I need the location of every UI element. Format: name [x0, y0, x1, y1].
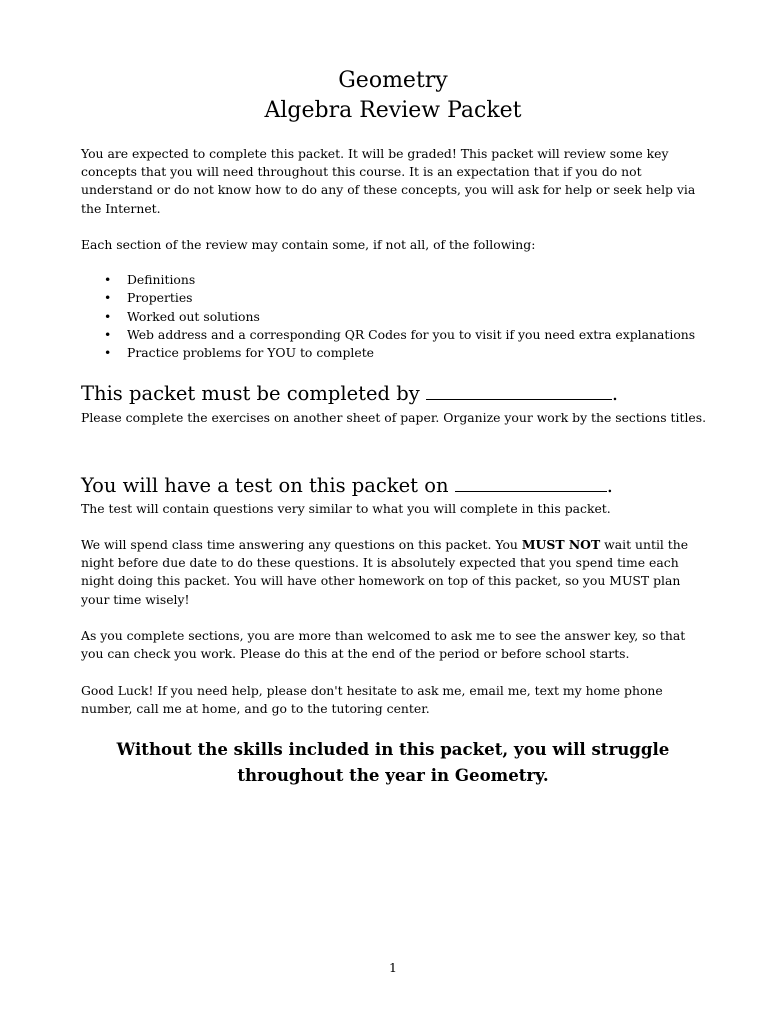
test-note-text: The test will contain questions very similar to what you will complete in this packet.	[81, 501, 611, 516]
test-note-paragraph	[81, 500, 711, 518]
contents-bullet-list	[104, 271, 724, 362]
title-geometry: Geometry	[338, 68, 448, 93]
closing-statement	[0, 736, 768, 788]
class-time-text-start: We will spend class time answering any questions on this packet. You	[81, 537, 522, 552]
closing-line-2: throughout the year in Geometry.	[237, 765, 549, 785]
heading-period: .	[611, 382, 619, 405]
bullet-glyph: •	[104, 272, 112, 287]
heading-period: .	[606, 474, 613, 497]
bullet-glyph: •	[104, 308, 112, 324]
class-time-text	[81, 536, 711, 609]
class-time-text-end: wait until the night before due date to do these questions. It is absolutely expected that you spend time each night doing this packet. You will have other homework on top of this packet, so you MUST plan your time wisely!	[81, 537, 689, 607]
list-item	[104, 308, 724, 326]
good-luck-text: Good Luck! If you need help, please don't hesitate to ask me, email me, text my home phone number, call me at home, and go to the tutoring center.	[81, 683, 663, 717]
bullet-glyph: •	[104, 326, 112, 342]
answer-key-text: As you complete sections, you are more than welcomed to ask me to see the answer key, so that you can check you work. Please do this at the end of the period or before school starts.	[81, 628, 686, 662]
good-luck-paragraph	[81, 682, 711, 718]
completion-note-text: Please complete the exercises on another sheet of paper. Organize your work by the sections titles.	[81, 410, 707, 425]
list-item	[104, 289, 724, 307]
must-not-emphasis: MUST NOT	[521, 537, 601, 552]
test-date-heading	[81, 473, 721, 499]
completion-deadline-heading	[81, 381, 721, 407]
page-number: 1	[389, 960, 397, 975]
class-time-paragraph	[81, 536, 711, 609]
sections-intro-paragraph	[81, 236, 711, 254]
list-item-text: Web address and a corresponding QR Codes for you to visit if you need extra explanations	[127, 326, 696, 342]
bullet-glyph: •	[104, 345, 112, 361]
list-item	[104, 326, 724, 344]
test-date-blank	[455, 473, 607, 492]
list-item-text: Properties	[127, 290, 193, 306]
list-item-text: Definitions	[127, 272, 196, 287]
intro-paragraph	[81, 145, 711, 218]
closing-line-1: Without the skills included in this packet, you will struggle	[116, 739, 670, 759]
answer-key-paragraph	[81, 627, 711, 663]
test-heading-text: You will have a test on this packet on	[81, 474, 449, 497]
completion-note-paragraph	[81, 409, 711, 427]
completion-date-blank	[426, 381, 612, 400]
list-item	[104, 271, 724, 289]
title-algebra-review-packet: Algebra Review Packet	[264, 98, 522, 123]
bullet-glyph: •	[104, 290, 112, 306]
intro-text: You are expected to complete this packet. It will be graded! This packet will review some key concepts that you will need throughout this course. It is an expectation that if you do not understand or do not know how to do any of these concepts, you will ask for help or seek help via the Internet.	[81, 146, 696, 216]
list-item-text: Practice problems for YOU to complete	[127, 345, 375, 361]
completion-heading-text: This packet must be completed by	[81, 382, 420, 405]
sections-intro-text: Each section of the review may contain some, if not all, of the following:	[81, 237, 536, 252]
list-item	[104, 344, 724, 362]
list-item-text: Worked out solutions	[127, 308, 260, 324]
